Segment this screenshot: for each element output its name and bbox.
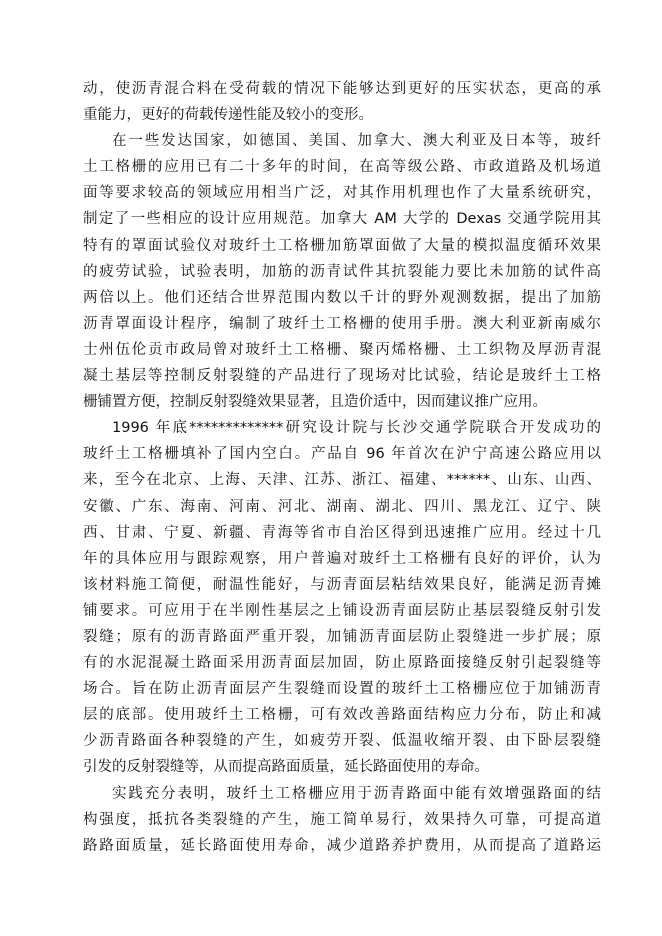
- text-line: 沥青罩面设计程序，编制了玻纤土工格栅的使用手册。澳大利亚新南威尔: [83, 315, 601, 332]
- text-line: 1996 年底*************研究设计院与长沙交通学院联合开发成功的: [112, 420, 601, 437]
- text-line: 两倍以上。他们还结合世界范围内数以千计的野外观测数据，提出了加筋: [83, 289, 601, 306]
- text-line: 实践充分表明，玻纤土工格栅应用于沥青路面中能有效增强路面的结: [112, 785, 601, 802]
- paragraph-2: [83, 128, 601, 415]
- text-line: 动，使沥青混合料在受荷载的情况下能够达到更好的压实状态，更高的承: [83, 81, 601, 97]
- text-line: 面等要求较高的领域应用相当广泛，对其作用机理也作了大量系统研究，: [83, 185, 601, 202]
- text-line: 安徽、广东、海南、河南、河北、湖南、湖北、四川、黑龙江、辽宁、陕: [83, 498, 601, 515]
- text-line: 层的底部。使用玻纤土工格栅，可有效改善路面结构应力分布，防止和减: [83, 707, 601, 724]
- text-line: 铺要求。可应用于在半刚性基层之上铺设沥青面层防止基层裂缝反射引发: [83, 602, 601, 619]
- text-line: 场合。旨在防止沥青面层产生裂缝而设置的玻纤土工格栅应位于加铺沥青: [83, 681, 601, 698]
- text-line: 年的具体应用与跟踪观察，用户普遍对玻纤土工格栅有良好的评价，认为: [83, 550, 601, 567]
- text-line: 的疲劳试验，试验表明，加筋的沥青试件其抗裂能力要比未加筋的试件高: [83, 263, 601, 280]
- text-line: 西、甘肃、宁夏、新疆、青海等省市自治区得到迅速推广应用。经过十几: [83, 524, 601, 541]
- text-line: 土工格栅的应用已有二十多年的时间，在高等级公路、市政道路及机场道: [83, 159, 601, 176]
- paragraph-4: [83, 781, 601, 859]
- text-line: 有的水泥混凝土路面采用沥青面层加固，防止原路面接缝反射引起裂缝等: [83, 655, 601, 672]
- text-line: 重能力，更好的荷载传递性能及较小的变形。: [83, 107, 373, 124]
- paragraph-1: [83, 76, 601, 128]
- text-line: 引发的反射裂缝等，从而提高路面质量，延长路面使用的寿命。: [83, 759, 489, 776]
- text-line: 士州伍伦贡市政局曾对玻纤土工格栅、聚丙烯格栅、土工织物及厚沥青混: [83, 341, 601, 358]
- text-line: 裂缝；原有的沥青路面严重开裂，加铺沥青面层防止裂缝进一步扩展；原: [83, 628, 601, 645]
- text-line: 在一些发达国家，如德国、美国、加拿大、澳大利亚及日本等，玻纤: [112, 133, 601, 150]
- text-line: 少沥青路面各种裂缝的产生，如疲劳开裂、低温收缩开裂、由下卧层裂缝: [83, 733, 601, 750]
- text-line: 玻纤土工格栅填补了国内空白。产品自 96 年首次在沪宁高速公路应用以: [83, 446, 601, 463]
- text-line: 路路面质量，延长路面使用寿命，减少道路养护费用，从而提高了道路运: [83, 837, 601, 854]
- text-line: 该材料施工简便，耐温性能好，与沥青面层粘结效果良好，能满足沥青摊: [83, 576, 601, 593]
- text-line: 来，至今在北京、上海、天津、江苏、浙江、福建、******、山东、山西、: [83, 472, 601, 489]
- text-line: 栅铺置方便，控制反射裂缝效果显著，且造价适中，因而建议推广应用。: [83, 394, 547, 411]
- text-line: 凝土基层等控制反射裂缝的产品进行了现场对比试验，结论是玻纤土工格: [83, 368, 601, 385]
- document-body: [83, 76, 601, 859]
- text-line: 构强度，抵抗各类裂缝的产生，施工简单易行，效果持久可靠，可提高道: [83, 811, 601, 828]
- text-line: 特有的罩面试验仪对玻纤土工格栅加筋罩面做了大量的模拟温度循环效果: [83, 237, 601, 254]
- paragraph-3: [83, 415, 601, 780]
- text-line: 制定了一些相应的设计应用规范。加拿大 AM 大学的 Dexas 交通学院用其: [83, 211, 601, 228]
